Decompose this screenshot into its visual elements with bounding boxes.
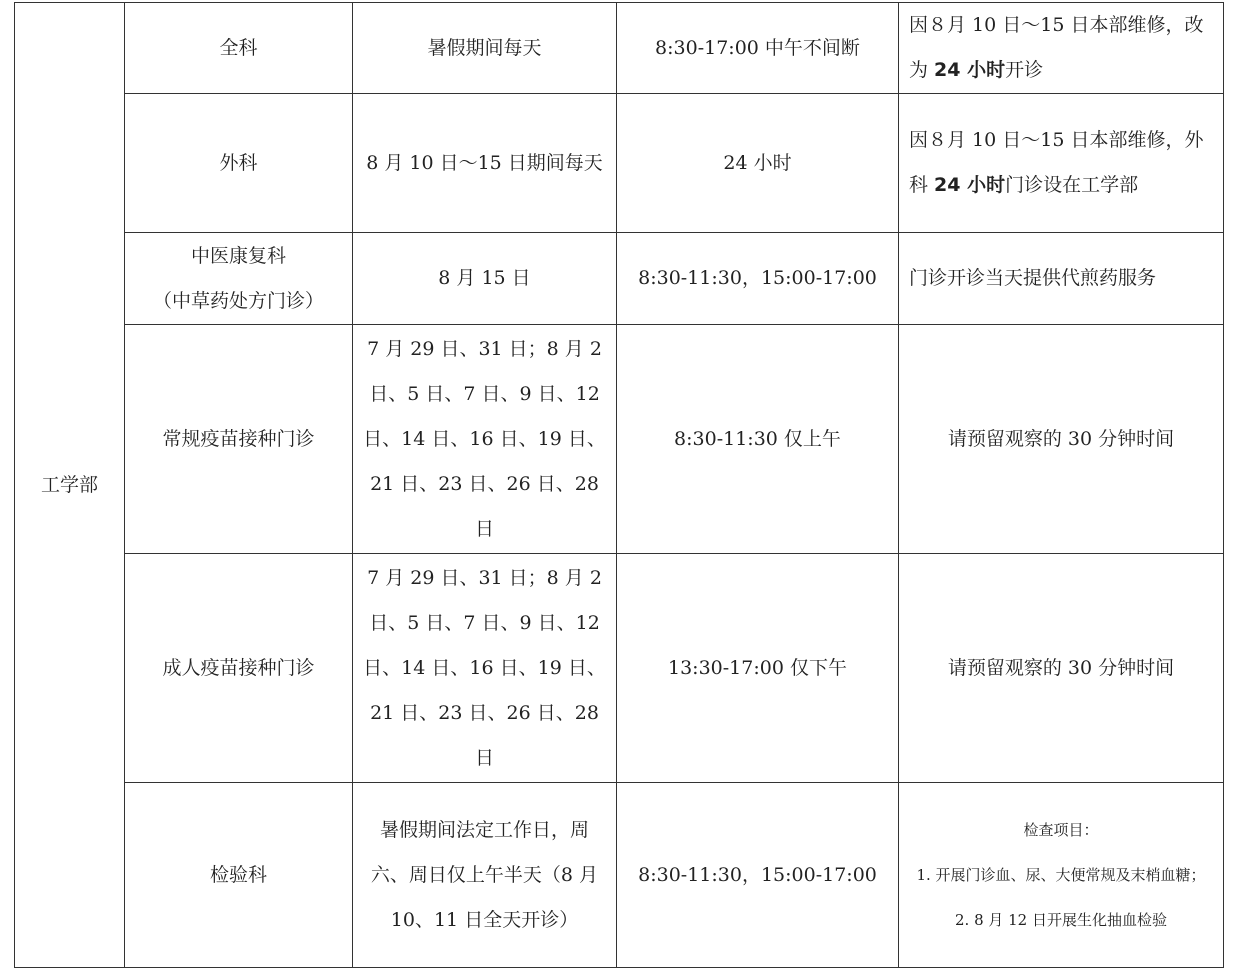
note-cell (899, 783, 1224, 968)
note-cell: 请预留观察的 30 分钟时间 (899, 325, 1224, 554)
table-row (15, 325, 1224, 554)
dept-cell: 全科 (125, 3, 353, 94)
clinic-schedule-table (14, 2, 1224, 968)
dates-cell: 暑假期间法定工作日，周六、周日仅上午半天（8 月 10、11 日全天开诊） (353, 783, 617, 968)
hours-cell: 8:30-11:30，15:00-17:00 (617, 783, 899, 968)
note-cell (899, 94, 1224, 233)
dept-cell: 常规疫苗接种门诊 (125, 325, 353, 554)
dates-cell: 暑假期间每天 (353, 3, 617, 94)
note-cell (899, 3, 1224, 94)
hours-cell: 13:30-17:00 仅下午 (617, 554, 899, 783)
dept-cell: 外科 (125, 94, 353, 233)
dept-cell: 成人疫苗接种门诊 (125, 554, 353, 783)
table-row (15, 3, 1224, 94)
hours-cell: 24 小时 (617, 94, 899, 233)
note-title: 检查项目： (1023, 820, 1099, 839)
dates-cell: 8 月 15 日 (353, 233, 617, 325)
note-text: 门诊设在工学部 (1005, 174, 1139, 196)
note-cell: 门诊开诊当天提供代煎药服务 (899, 233, 1224, 325)
table-row (15, 554, 1224, 783)
dates-cell: 7 月 29 日、31 日；8 月 2 日、5 日、7 日、9 日、12 日、14 日、16 日、19 日、21 日、23 日、26 日、28 日 (353, 325, 617, 554)
hours-cell: 8:30-11:30，15:00-17:00 (617, 233, 899, 325)
dates-cell: 8 月 10 日～15 日期间每天 (353, 94, 617, 233)
dept-line: 中医康复科 (190, 244, 286, 267)
note-item: 1. 开展门诊血、尿、大便常规及末梢血糖； (916, 865, 1206, 884)
note-cell: 请预留观察的 30 分钟时间 (899, 554, 1224, 783)
note-item: 2. 8 月 12 日开展生化抽血检验 (954, 910, 1167, 929)
note-text: 因８月 10 日～15 日本部维修，外科 (909, 129, 1204, 196)
hours-cell: 8:30-11:30 仅上午 (617, 325, 899, 554)
dates-cell: 7 月 29 日、31 日；8 月 2 日、5 日、7 日、9 日、12 日、14 日、16 日、19 日、21 日、23 日、26 日、28 日 (353, 554, 617, 783)
hours-cell: 8:30-17:00 中午不间断 (617, 3, 899, 94)
dept-cell (125, 233, 353, 325)
note-text: 开诊 (1005, 59, 1044, 81)
campus-cell: 工学部 (15, 3, 125, 968)
note-emphasis: 24 小时 (934, 59, 1006, 81)
dept-cell: 检验科 (125, 783, 353, 968)
note-text: 因８月 10 日～15 日本部维修，改为 (909, 14, 1204, 81)
note-emphasis: 24 小时 (934, 174, 1006, 196)
table-row (15, 783, 1224, 968)
table-row (15, 94, 1224, 233)
dept-line: （中草药处方门诊） (152, 289, 324, 312)
table-row (15, 233, 1224, 325)
